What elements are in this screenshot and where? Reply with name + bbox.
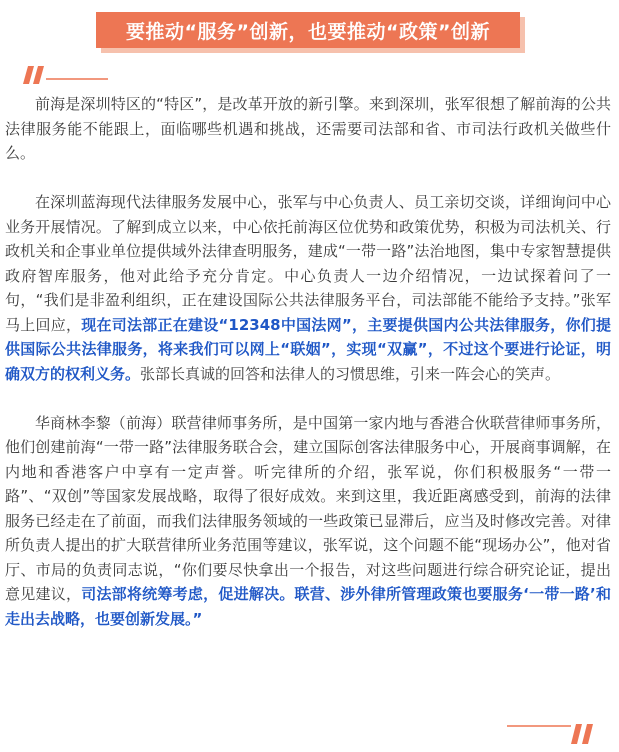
- paragraph-text: 华商林李黎（前海）联营律师事务所，是中国第一家内地与香港合伙联营律师事务所，他们创建前海“一带一路”法律服务联合会，建立国际创客法律服务中心，开展商事调解，在内地和香港客户中享有一定声誉。听完律所的介绍，张军说，你们积极服务“一带一路”、“双创”等国家发展战略，取得了很好成效。来到这里，我近距离感受到，前海的法律服务已经走在了前面，而我们法律服务领域的一些政策已显滞后，应当及时修改完善。对律所负责人提出的扩大联营律所业务范围等建议，张军说，这个问题不能“现场办公”，他对省厅、市局的负责同志说，“你们要尽快拿出一个报告，对这些问题进行综合研究论证，提出意见建议，: [5, 413, 611, 603]
- article-body: [5, 92, 611, 631]
- quote-marks-top-icon: [20, 64, 110, 86]
- paragraph-1: [5, 92, 611, 166]
- paragraph-text-tail: 张部长真诚的回答和法律人的习惯思维，引来一阵会心的笑声。: [140, 364, 561, 383]
- page-title: 要推动“服务”创新，也要推动“政策”创新: [126, 20, 490, 43]
- paragraph-2: [5, 190, 611, 386]
- highlighted-quote: 现在司法部正在建设“12348中国法网”，主要提供国内公共法律服务，你们提供国际公共法律服务，将来我们可以网上“联姻”，实现“双赢”，不过这个要进行论证，明确双方的权利义务。: [5, 315, 611, 383]
- paragraph-text: 在深圳蓝海现代法律服务发展中心，张军与中心负责人、员工亲切交谈，详细询问中心业务开展情况。了解到成立以来，中心依托前海区位优势和政策优势，积极为司法机关、行政机关和企事业单位提供域外法律查明服务，建成“一带一路”法治地图，集中专家智慧提供政府智库服务，他对此给予充分肯定。中心负责人一边介绍情况，一边试探着问了一句，“我们是非盈利组织，正在建设国际公共法律服务平台，司法部能不能给予支持。”张军马上回应，: [5, 193, 611, 334]
- highlighted-quote: 司法部将统筹考虑，促进解决。联营、涉外律所管理政策也要服务‘一带一路’和走出去战略，也要创新发展。”: [5, 585, 611, 628]
- paragraph-3: [5, 411, 611, 632]
- quote-marks-bottom-icon: [505, 720, 600, 746]
- paragraph-text: 前海是深圳特区的“特区”，是改革开放的新引擎。来到深圳，张军很想了解前海的公共法律服务能不能跟上，面临哪些机遇和挑战，还需要司法部和省、市司法行政机关做些什么。: [5, 95, 611, 162]
- title-banner: [96, 12, 520, 48]
- title-bar: [96, 12, 520, 48]
